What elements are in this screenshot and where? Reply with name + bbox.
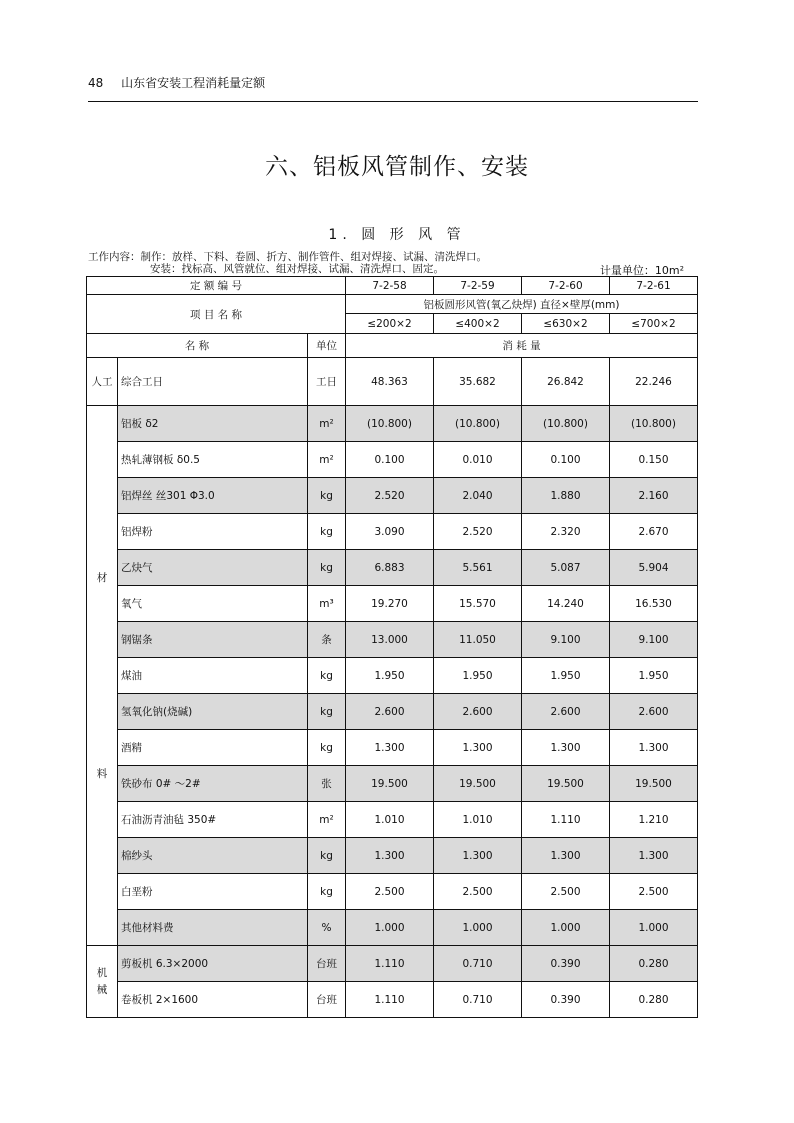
item-name: 石油沥青油毡 350# bbox=[118, 802, 308, 838]
value-cell: 1.300 bbox=[346, 730, 434, 766]
item-name: 铝焊丝 丝301 Φ3.0 bbox=[118, 478, 308, 514]
table-row bbox=[87, 766, 698, 802]
value-cell: 11.050 bbox=[434, 622, 522, 658]
table-row bbox=[87, 838, 698, 874]
item-unit: 条 bbox=[308, 622, 346, 658]
value-cell: 1.300 bbox=[522, 730, 610, 766]
item-unit: m² bbox=[308, 802, 346, 838]
value-cell: (10.800) bbox=[522, 406, 610, 442]
item-unit: m² bbox=[308, 442, 346, 478]
name-header: 名 称 bbox=[87, 334, 308, 358]
item-name: 铁砂布 0# ～2# bbox=[118, 766, 308, 802]
value-cell: 14.240 bbox=[522, 586, 610, 622]
item-label: 项 目 名 称 bbox=[87, 295, 346, 334]
item-unit: 台班 bbox=[308, 982, 346, 1018]
value-cell: 0.710 bbox=[434, 982, 522, 1018]
table-row bbox=[87, 982, 698, 1018]
value-cell: 1.880 bbox=[522, 478, 610, 514]
value-cell: 2.600 bbox=[610, 694, 698, 730]
value-cell: 19.500 bbox=[434, 766, 522, 802]
value-cell: 0.010 bbox=[434, 442, 522, 478]
table-row bbox=[87, 550, 698, 586]
book-title: 山东省安装工程消耗量定额 bbox=[121, 76, 266, 90]
value-cell: 2.600 bbox=[522, 694, 610, 730]
material-category-bottom: 料 bbox=[96, 767, 108, 780]
value-cell: 1.000 bbox=[434, 910, 522, 946]
value-cell: 5.561 bbox=[434, 550, 522, 586]
item-name: 其他材料费 bbox=[118, 910, 308, 946]
column-header-row bbox=[87, 334, 698, 358]
code-cell: 7-2-59 bbox=[434, 277, 522, 295]
item-name: 剪板机 6.3×2000 bbox=[118, 946, 308, 982]
value-cell: 2.520 bbox=[434, 514, 522, 550]
value-cell: 0.390 bbox=[522, 982, 610, 1018]
value-cell: 1.210 bbox=[610, 802, 698, 838]
value-cell: 6.883 bbox=[346, 550, 434, 586]
item-unit: kg bbox=[308, 874, 346, 910]
value-cell: 19.500 bbox=[522, 766, 610, 802]
code-cell: 7-2-58 bbox=[346, 277, 434, 295]
item-name: 铝焊粉 bbox=[118, 514, 308, 550]
machinery-body bbox=[87, 946, 698, 1018]
section-title: 六、铝板风管制作、安装 bbox=[265, 154, 529, 180]
value-cell: 0.100 bbox=[522, 442, 610, 478]
consumption-header: 消 耗 量 bbox=[346, 334, 698, 358]
item-name: 氢氧化钠(烧碱) bbox=[118, 694, 308, 730]
item-unit: m³ bbox=[308, 586, 346, 622]
code-cell: 7-2-60 bbox=[522, 277, 610, 295]
size-cell: ≤400×2 bbox=[434, 314, 522, 334]
value-cell: 2.500 bbox=[522, 874, 610, 910]
item-unit: 台班 bbox=[308, 946, 346, 982]
item-name: 综合工日 bbox=[118, 358, 308, 406]
table-row bbox=[87, 802, 698, 838]
table-row bbox=[87, 406, 698, 442]
value-cell: 0.100 bbox=[346, 442, 434, 478]
value-cell: 2.500 bbox=[610, 874, 698, 910]
category-cell bbox=[87, 406, 118, 946]
value-cell: 3.090 bbox=[346, 514, 434, 550]
value-cell: 1.110 bbox=[522, 802, 610, 838]
work-content-line-1: 工作内容：制作：放样、下料、卷圆、折方、制作管件、组对焊接、试漏、清洗焊口。 bbox=[88, 251, 487, 263]
value-cell: 2.320 bbox=[522, 514, 610, 550]
materials-body bbox=[87, 406, 698, 946]
value-cell: 2.500 bbox=[434, 874, 522, 910]
item-name: 卷板机 2×1600 bbox=[118, 982, 308, 1018]
item-desc-row bbox=[87, 295, 698, 314]
value-cell: 0.280 bbox=[610, 982, 698, 1018]
value-cell: 1.950 bbox=[346, 658, 434, 694]
value-cell: 35.682 bbox=[434, 358, 522, 406]
item-unit: 张 bbox=[308, 766, 346, 802]
table-row bbox=[87, 910, 698, 946]
table-row bbox=[87, 694, 698, 730]
item-unit: kg bbox=[308, 514, 346, 550]
value-cell: 9.100 bbox=[610, 622, 698, 658]
value-cell: 1.300 bbox=[434, 838, 522, 874]
table-row bbox=[87, 874, 698, 910]
table-row bbox=[87, 478, 698, 514]
value-cell: 5.904 bbox=[610, 550, 698, 586]
value-cell: 2.520 bbox=[346, 478, 434, 514]
table-row bbox=[87, 658, 698, 694]
value-cell: 15.570 bbox=[434, 586, 522, 622]
value-cell: 16.530 bbox=[610, 586, 698, 622]
table-row bbox=[87, 730, 698, 766]
item-name: 棉纱头 bbox=[118, 838, 308, 874]
table-row bbox=[87, 442, 698, 478]
value-cell: (10.800) bbox=[434, 406, 522, 442]
item-unit: kg bbox=[308, 730, 346, 766]
page-number: 48 bbox=[88, 76, 104, 90]
machinery-category: 机械 bbox=[96, 966, 108, 996]
work-content-line-2: 安装：找标高、风管就位、组对焊接、试漏、清洗焊口、固定。 bbox=[150, 263, 444, 275]
code-cell: 7-2-61 bbox=[610, 277, 698, 295]
value-cell: 1.300 bbox=[610, 730, 698, 766]
value-cell: 1.010 bbox=[346, 802, 434, 838]
item-unit: kg bbox=[308, 694, 346, 730]
value-cell: 9.100 bbox=[522, 622, 610, 658]
value-cell: 1.110 bbox=[346, 982, 434, 1018]
item-name: 铝板 δ2 bbox=[118, 406, 308, 442]
value-cell: 2.670 bbox=[610, 514, 698, 550]
value-cell: 2.160 bbox=[610, 478, 698, 514]
size-cell: ≤200×2 bbox=[346, 314, 434, 334]
value-cell: 1.300 bbox=[346, 838, 434, 874]
value-cell: 13.000 bbox=[346, 622, 434, 658]
item-name: 煤油 bbox=[118, 658, 308, 694]
item-unit: 工日 bbox=[308, 358, 346, 406]
work-content bbox=[88, 251, 487, 275]
value-cell: 19.270 bbox=[346, 586, 434, 622]
item-name: 热轧薄钢板 δ0.5 bbox=[118, 442, 308, 478]
size-cell: ≤630×2 bbox=[522, 314, 610, 334]
item-description: 铝板圆形风管(氧乙炔焊) 直径×壁厚(mm) bbox=[346, 295, 698, 314]
material-category-top: 材 bbox=[96, 571, 108, 584]
value-cell: 1.950 bbox=[610, 658, 698, 694]
value-cell: 1.300 bbox=[522, 838, 610, 874]
table-row bbox=[87, 514, 698, 550]
value-cell: (10.800) bbox=[346, 406, 434, 442]
value-cell: 1.300 bbox=[610, 838, 698, 874]
code-label: 定 额 编 号 bbox=[87, 277, 346, 295]
value-cell: 19.500 bbox=[346, 766, 434, 802]
labor-category: 人工 bbox=[87, 358, 118, 406]
value-cell: 1.000 bbox=[610, 910, 698, 946]
value-cell: 0.710 bbox=[434, 946, 522, 982]
value-cell: 0.150 bbox=[610, 442, 698, 478]
item-name: 乙炔气 bbox=[118, 550, 308, 586]
value-cell: 2.040 bbox=[434, 478, 522, 514]
item-name: 氧气 bbox=[118, 586, 308, 622]
value-cell: (10.800) bbox=[610, 406, 698, 442]
value-cell: 2.600 bbox=[434, 694, 522, 730]
value-cell: 0.280 bbox=[610, 946, 698, 982]
item-unit: m² bbox=[308, 406, 346, 442]
unit-header: 单位 bbox=[308, 334, 346, 358]
value-cell: 1.950 bbox=[522, 658, 610, 694]
item-unit: kg bbox=[308, 838, 346, 874]
value-cell: 5.087 bbox=[522, 550, 610, 586]
table-row bbox=[87, 946, 698, 982]
item-unit: % bbox=[308, 910, 346, 946]
table-row bbox=[87, 622, 698, 658]
size-cell: ≤700×2 bbox=[610, 314, 698, 334]
value-cell: 2.600 bbox=[346, 694, 434, 730]
item-name: 钢锯条 bbox=[118, 622, 308, 658]
value-cell: 22.246 bbox=[610, 358, 698, 406]
value-cell: 1.110 bbox=[346, 946, 434, 982]
code-row bbox=[87, 277, 698, 295]
table-row bbox=[87, 586, 698, 622]
page-header bbox=[88, 74, 265, 91]
header-rule bbox=[88, 101, 698, 102]
value-cell: 1.000 bbox=[522, 910, 610, 946]
quota-table bbox=[86, 276, 698, 1018]
value-cell: 1.010 bbox=[434, 802, 522, 838]
labor-row bbox=[87, 358, 698, 406]
value-cell: 2.500 bbox=[346, 874, 434, 910]
item-name: 酒精 bbox=[118, 730, 308, 766]
subsection-title: 1. 圆 形 风 管 bbox=[328, 227, 466, 243]
value-cell: 1.950 bbox=[434, 658, 522, 694]
item-name: 白垩粉 bbox=[118, 874, 308, 910]
value-cell: 1.300 bbox=[434, 730, 522, 766]
value-cell: 26.842 bbox=[522, 358, 610, 406]
item-unit: kg bbox=[308, 550, 346, 586]
value-cell: 48.363 bbox=[346, 358, 434, 406]
category-cell bbox=[87, 946, 118, 1018]
item-unit: kg bbox=[308, 658, 346, 694]
item-unit: kg bbox=[308, 478, 346, 514]
value-cell: 1.000 bbox=[346, 910, 434, 946]
value-cell: 19.500 bbox=[610, 766, 698, 802]
measurement-unit: 计量单位：10m² bbox=[599, 264, 684, 277]
value-cell: 0.390 bbox=[522, 946, 610, 982]
